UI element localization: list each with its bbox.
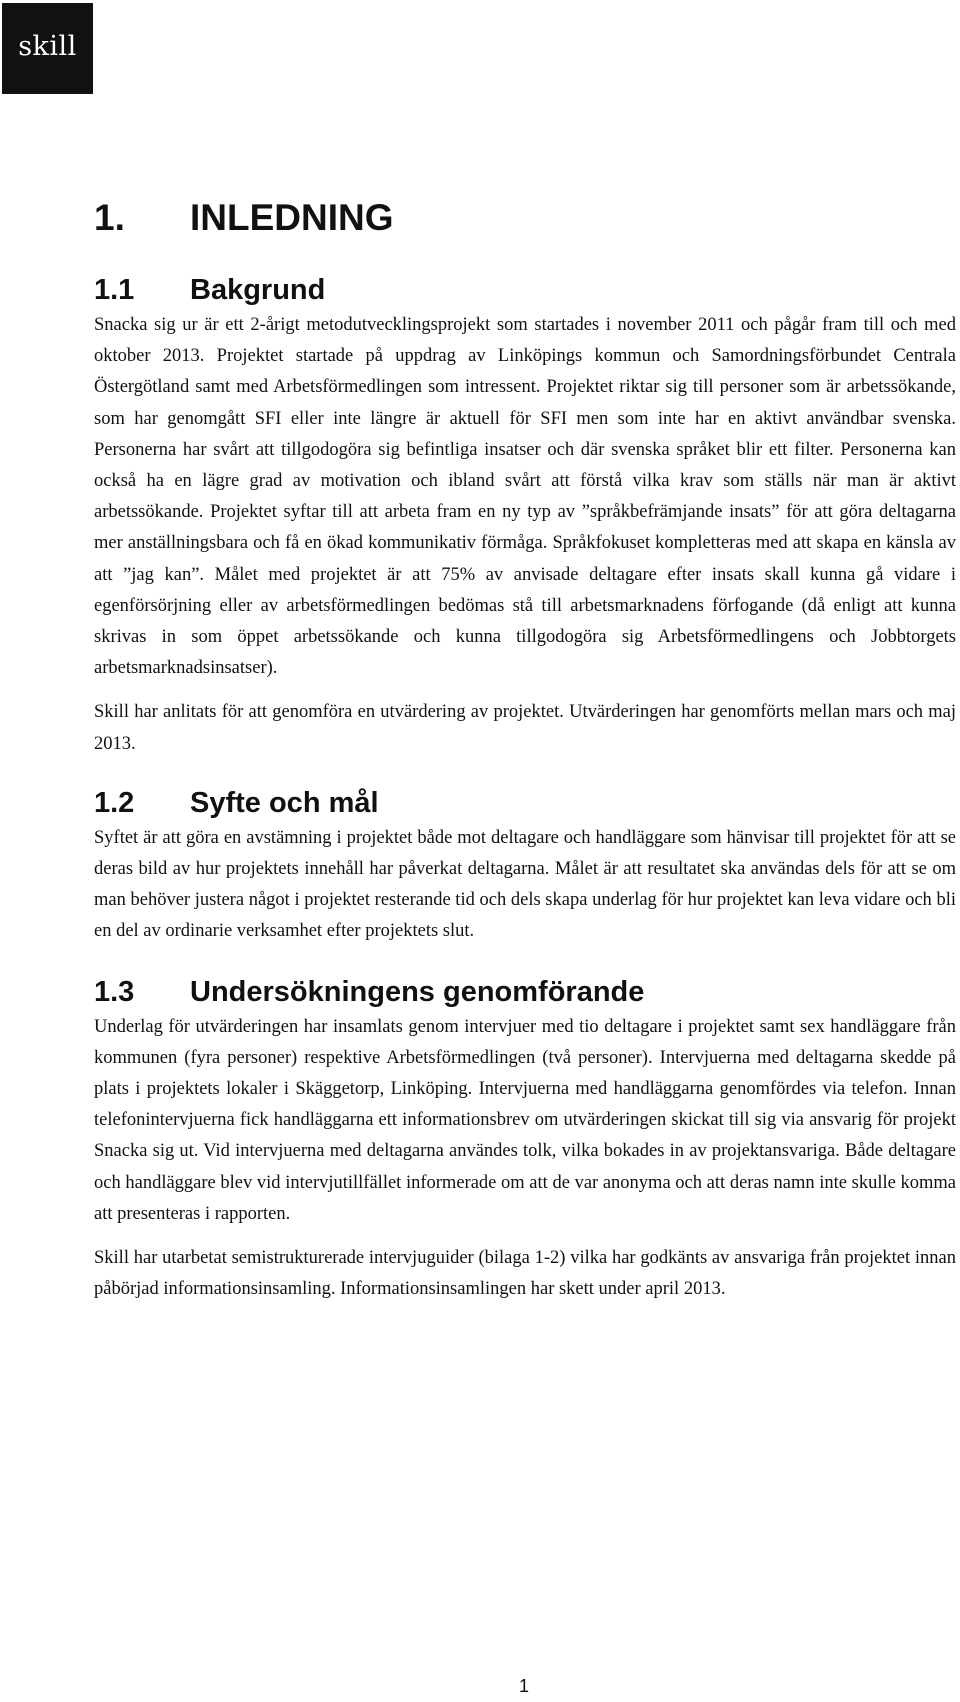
logo-text: skill [18,31,77,62]
section-number: 1.1 [94,274,135,306]
chapter-number: 1. [94,197,125,238]
section-heading [94,972,956,1012]
section-title: Syfte och mål [190,786,379,819]
section-number: 1.2 [94,786,135,819]
chapter-title: INLEDNING [190,197,394,238]
paragraph: Skill har utarbetat semistrukturerade intervjuguider (bilaga 1-2) vilka har godkänts av ansvariga från projektet innan påbörjad informationsinsamling. Informationsinsamlingen har skett under april 2013. [94,1248,956,1300]
section-title: Bakgrund [190,274,326,306]
paragraph: Snacka sig ur är ett 2-årigt metodutvecklingsprojekt som startades i november 2011 och pågår fram till och med oktober 2013. Projektet startade på uppdrag av Linköpings kommun och Samordningsförbundet Centrala Östergötland samt med Arbetsförmedlingen som intressent. Projektet riktar sig till personer som är arbetssökande, som har genomgått SFI eller inte längre är aktuell för SFI men som inte har en aktivt användbar svenska. Personerna har svårt att tillgodogöra sig befintliga insatser och där svenska språket blir ett filter. Personerna kan också ha en lägre grad av motivation och ibland svårt att förstå vilka krav som ställs när man är aktivt arbetssökande. Projektet syftar till att arbeta fram en ny typ av ”språkbefrämjande insats” för att göra deltagarna mer anställningsbara och få en ökad kommunikativ förmåga. Språkfokuset kompletteras med att skapa en känsla av att ”jag kan”. Målet med projektet är att 75% av anvisade deltagare efter insats skall kunna gå vidare i egenförsörjning eller av arbetsförmedlingen bedömas stå till arbetsmarknadens förfogande (då enligt att kunna skrivas in som öppet arbetssökande och kunna tillgodogöra sig Arbetsförmedlingens och Jobbtorgets arbetsmarknadsinsatser). [94,315,956,679]
paragraph: Syftet är att göra en avstämning i projektet både mot deltagare och handläggare som hänvisar till projektet för att se deras bild av hur projektets innehåll har påverkat deltagarna. Målet är att resultatet ska användas dels för att se om man behöver justera något i projektet resterande tid och dels skapa underlag för hur projektet kan leva vidare och bli en del av ordinarie verksamhet efter projektets slut. [94,827,956,942]
section-title: Undersökningens genomförande [190,975,645,1008]
section-bakgrund [94,270,956,760]
section-heading [94,783,956,823]
paragraph: Underlag för utvärderingen har insamlats genom intervjuer med tio deltagare i projektet samt sex handläggare från kommunen (fyra personer) respektive Arbetsförmedlingen (två personer). Intervjuerna med deltagarna skedde på plats i projektets lokaler i Skäggetorp, Linköping. Intervjuerna med handläggarna genomfördes via telefon. Innan telefonintervjuerna fick handläggarna ett informationsbrev om utvärderingen skickat till sig via ansvarig för projekt Snacka sig ut. Vid intervjuerna med deltagarna användes tolk, vilka bokades in av projektansvariga. Både deltagare och handläggare blev vid intervjutillfället informerade om att de var anonyma och att deras namn inte skulle komma att presenteras i rapporten. [94,1016,956,1224]
paragraph: Skill har anlitats för att genomföra en utvärdering av projektet. Utvärderingen har genomförts mellan mars och maj 2013. [94,702,956,754]
section-syfte-och-mal [94,783,956,948]
section-heading [94,270,956,310]
section-number: 1.3 [94,975,135,1008]
page-number: 1 [518,1676,529,1696]
skill-logo [2,3,93,94]
section-undersokningens-genomforande [94,972,956,1306]
document-body [94,190,956,1305]
chapter-heading [94,190,956,246]
